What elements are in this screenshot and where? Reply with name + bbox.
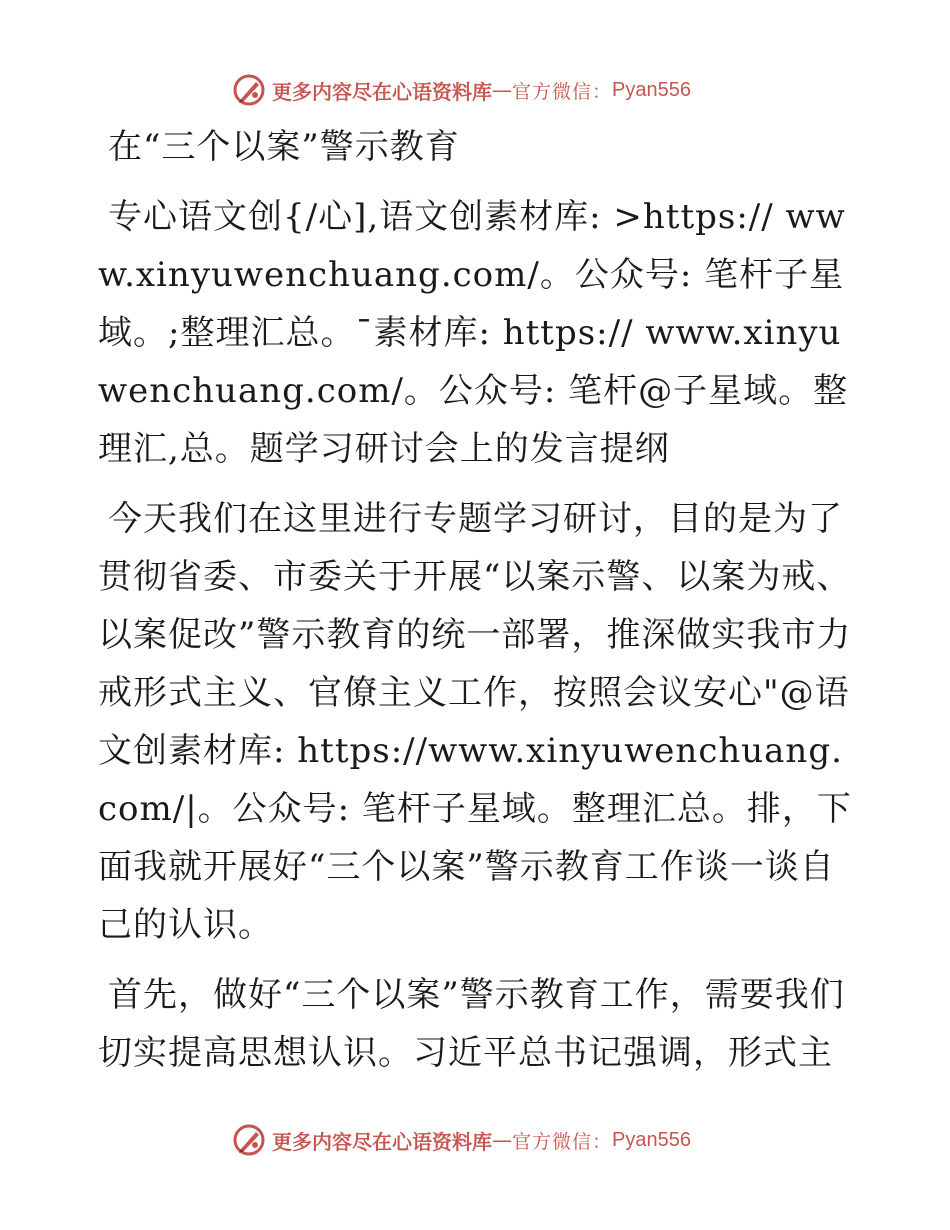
header-wechat-id: Pyan556 — [612, 78, 691, 101]
footer-dash: — — [492, 1128, 512, 1152]
header-promo-text: 更多内容尽在心语资料库 — [272, 79, 492, 104]
footer-wechat-id: Pyan556 — [612, 1128, 691, 1151]
header-wechat-label: 官方微信： — [512, 80, 613, 103]
document-body — [98, 118, 858, 1082]
footer-banner — [232, 1120, 732, 1160]
footer-wechat-label: 官方微信： — [512, 1130, 613, 1153]
document-title: 在“三个以案”警示教育 — [108, 127, 460, 167]
paragraph-2: 今天我们在这里进行专题学习研讨，目的是为了贯彻省委、市委关于开展“以案示警、以案为戒、以案促改”警示教育的统一部署，推深做实我市力戒形式主义、官僚主义工作，按照会议安心"@语文创素材库: https://www.xinyuwenchuang.com/|。公众号: 笔杆子星域。整理汇总。排，下面我就开展好“三个以案”警示教育工作谈一谈自己的认识。 — [98, 499, 852, 945]
footer-promo-text: 更多内容尽在心语资料库 — [272, 1129, 492, 1154]
pen-logo-icon — [232, 1123, 266, 1157]
pen-logo-icon — [232, 73, 266, 107]
paragraph-3: 首先，做好“三个以案”警示教育工作，需要我们切实提高思想认识。习近平总书记强调，形式主 — [98, 975, 845, 1073]
header-dash: — — [492, 78, 512, 102]
paragraph-1: 专心语文创{/心],语文创素材库: >https:// www.xinyuwenchuang.com/。公众号: 笔杆子星域。;整理汇总。¯素材库: https:// www.xinyuwenchuang.com/。公众号: 笔杆@子星域。整理汇,总。题学习研讨会上的发言提纲 — [98, 197, 849, 469]
header-banner — [232, 70, 732, 110]
